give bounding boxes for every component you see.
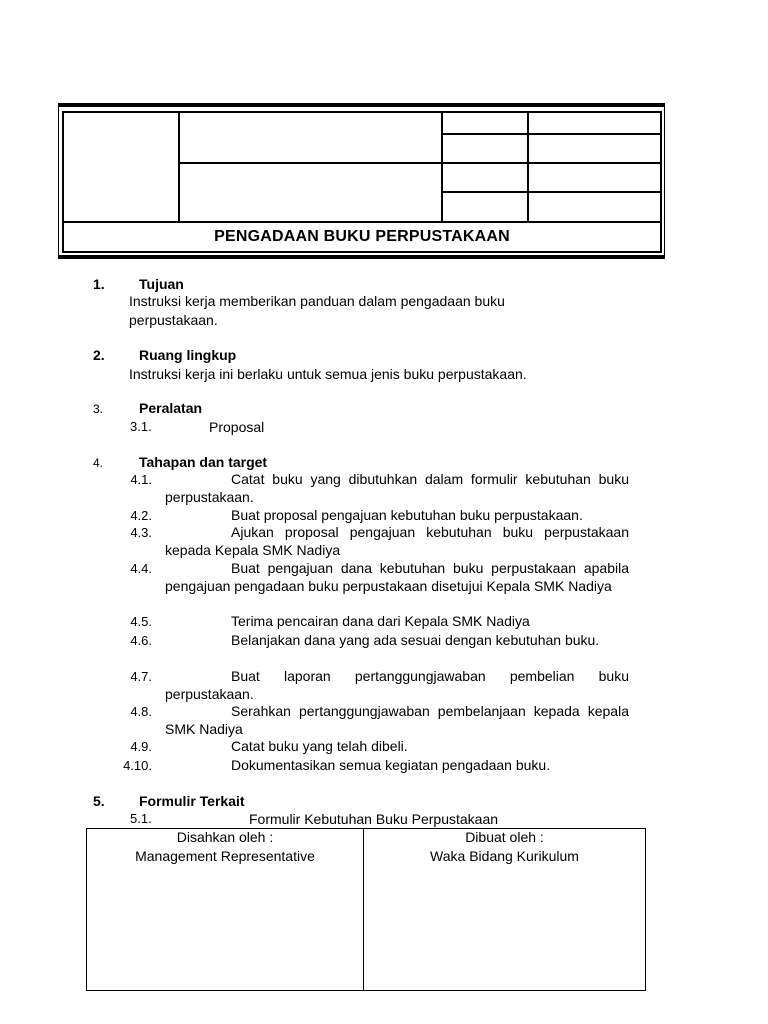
step-text [165,560,629,595]
step-number: 4.2. [130,508,152,523]
step-number: 4.10. [123,758,152,773]
step-text-content: Terima pencairan dana dari Kepala SMK Nadiya [231,613,530,629]
step-text [165,613,629,631]
header-row-line-2 [178,162,662,164]
prepared-by-role: Waka Bidang Kurikulum [430,848,579,864]
section-2-text: Instruksi kerja ini berlaku untuk semua jenis buku perpustakaan. [129,366,527,382]
header-row-line-3 [441,191,662,193]
prepared-by-label: Dibuat oleh : [465,829,544,845]
step-text-content: Buat proposal pengajuan kebutuhan buku perpustakaan. [231,507,583,523]
step-text-content: Serahkan pertanggungjawaban pembelanjaan kepada kepala SMK Nadiya [165,703,629,737]
step-text [165,703,629,738]
approved-by-role: Management Representative [135,848,315,864]
section-3-item-number: 3.1. [130,419,152,434]
step-number: 4.7. [130,669,152,684]
header-row-line-1 [441,133,662,135]
header-meta-divider [527,111,529,222]
section-3-title: Peralatan [139,400,203,416]
step-number: 4.3. [130,525,152,540]
step-text-content: Ajukan proposal pengajuan kebutuhan buku perpustakaan kepada Kepala SMK Nadiya [165,524,629,558]
step-text [165,668,629,703]
step-text-content: Buat laporan pertanggungjawaban pembelian buku perpustakaan. [165,668,629,702]
step-number: 4.1. [130,472,152,487]
header-logo-divider [178,111,180,222]
section-3-number: 3. [93,402,104,416]
section-4-title: Tahapan dan target [139,454,268,470]
step-number: 4.9. [130,739,152,754]
step-number: 4.6. [130,633,152,648]
step-text-content: Dokumentasikan semua kegiatan pengadaan buku. [231,757,551,773]
step-number: 4.5. [130,614,152,629]
section-4-number: 4. [93,456,104,470]
header-title-divider [441,111,443,222]
step-text-content: Catat buku yang dibutuhkan dalam formulir kebutuhan buku perpustakaan. [165,471,629,505]
step-text-content: Catat buku yang telah dibeli. [231,738,408,754]
step-text [165,757,629,775]
step-text-content: Belanjakan dana yang ada sesuai dengan kebutuhan buku. [231,632,600,648]
section-1-number: 1. [93,276,105,292]
section-5-item-text: Formulir Kebutuhan Buku Perpustakaan [249,811,499,827]
section-5-item-number: 5.1. [130,811,152,826]
step-text [165,632,629,650]
step-text [165,524,629,559]
section-1-title: Tujuan [139,276,184,292]
approved-by-label: Disahkan oleh : [176,829,274,845]
section-2-title: Ruang lingkup [139,347,237,363]
step-text [165,507,629,525]
signature-cell-prepared [364,828,645,866]
section-1-text-line-2: perpustakaan. [129,312,218,328]
section-5-number: 5. [93,793,105,809]
step-text [165,471,629,506]
document-title: PENGADAAN BUKU PERPUSTAKAAN [214,228,510,245]
step-text-content: Buat pengajuan dana kebutuhan buku perpustakaan apabila pengajuan pengadaan buku perpustakaan disetujui Kepala SMK Nadiya [165,560,629,594]
section-1-text-line-1: Instruksi kerja memberikan panduan dalam pengadaan buku [129,293,505,309]
section-5-title: Formulir Terkait [139,793,245,809]
step-number: 4.4. [130,561,152,576]
section-3-item-text: Proposal [209,419,265,435]
signature-cell-approved [87,828,363,866]
section-2-number: 2. [93,347,105,363]
step-text [165,738,629,756]
step-number: 4.8. [130,704,152,719]
